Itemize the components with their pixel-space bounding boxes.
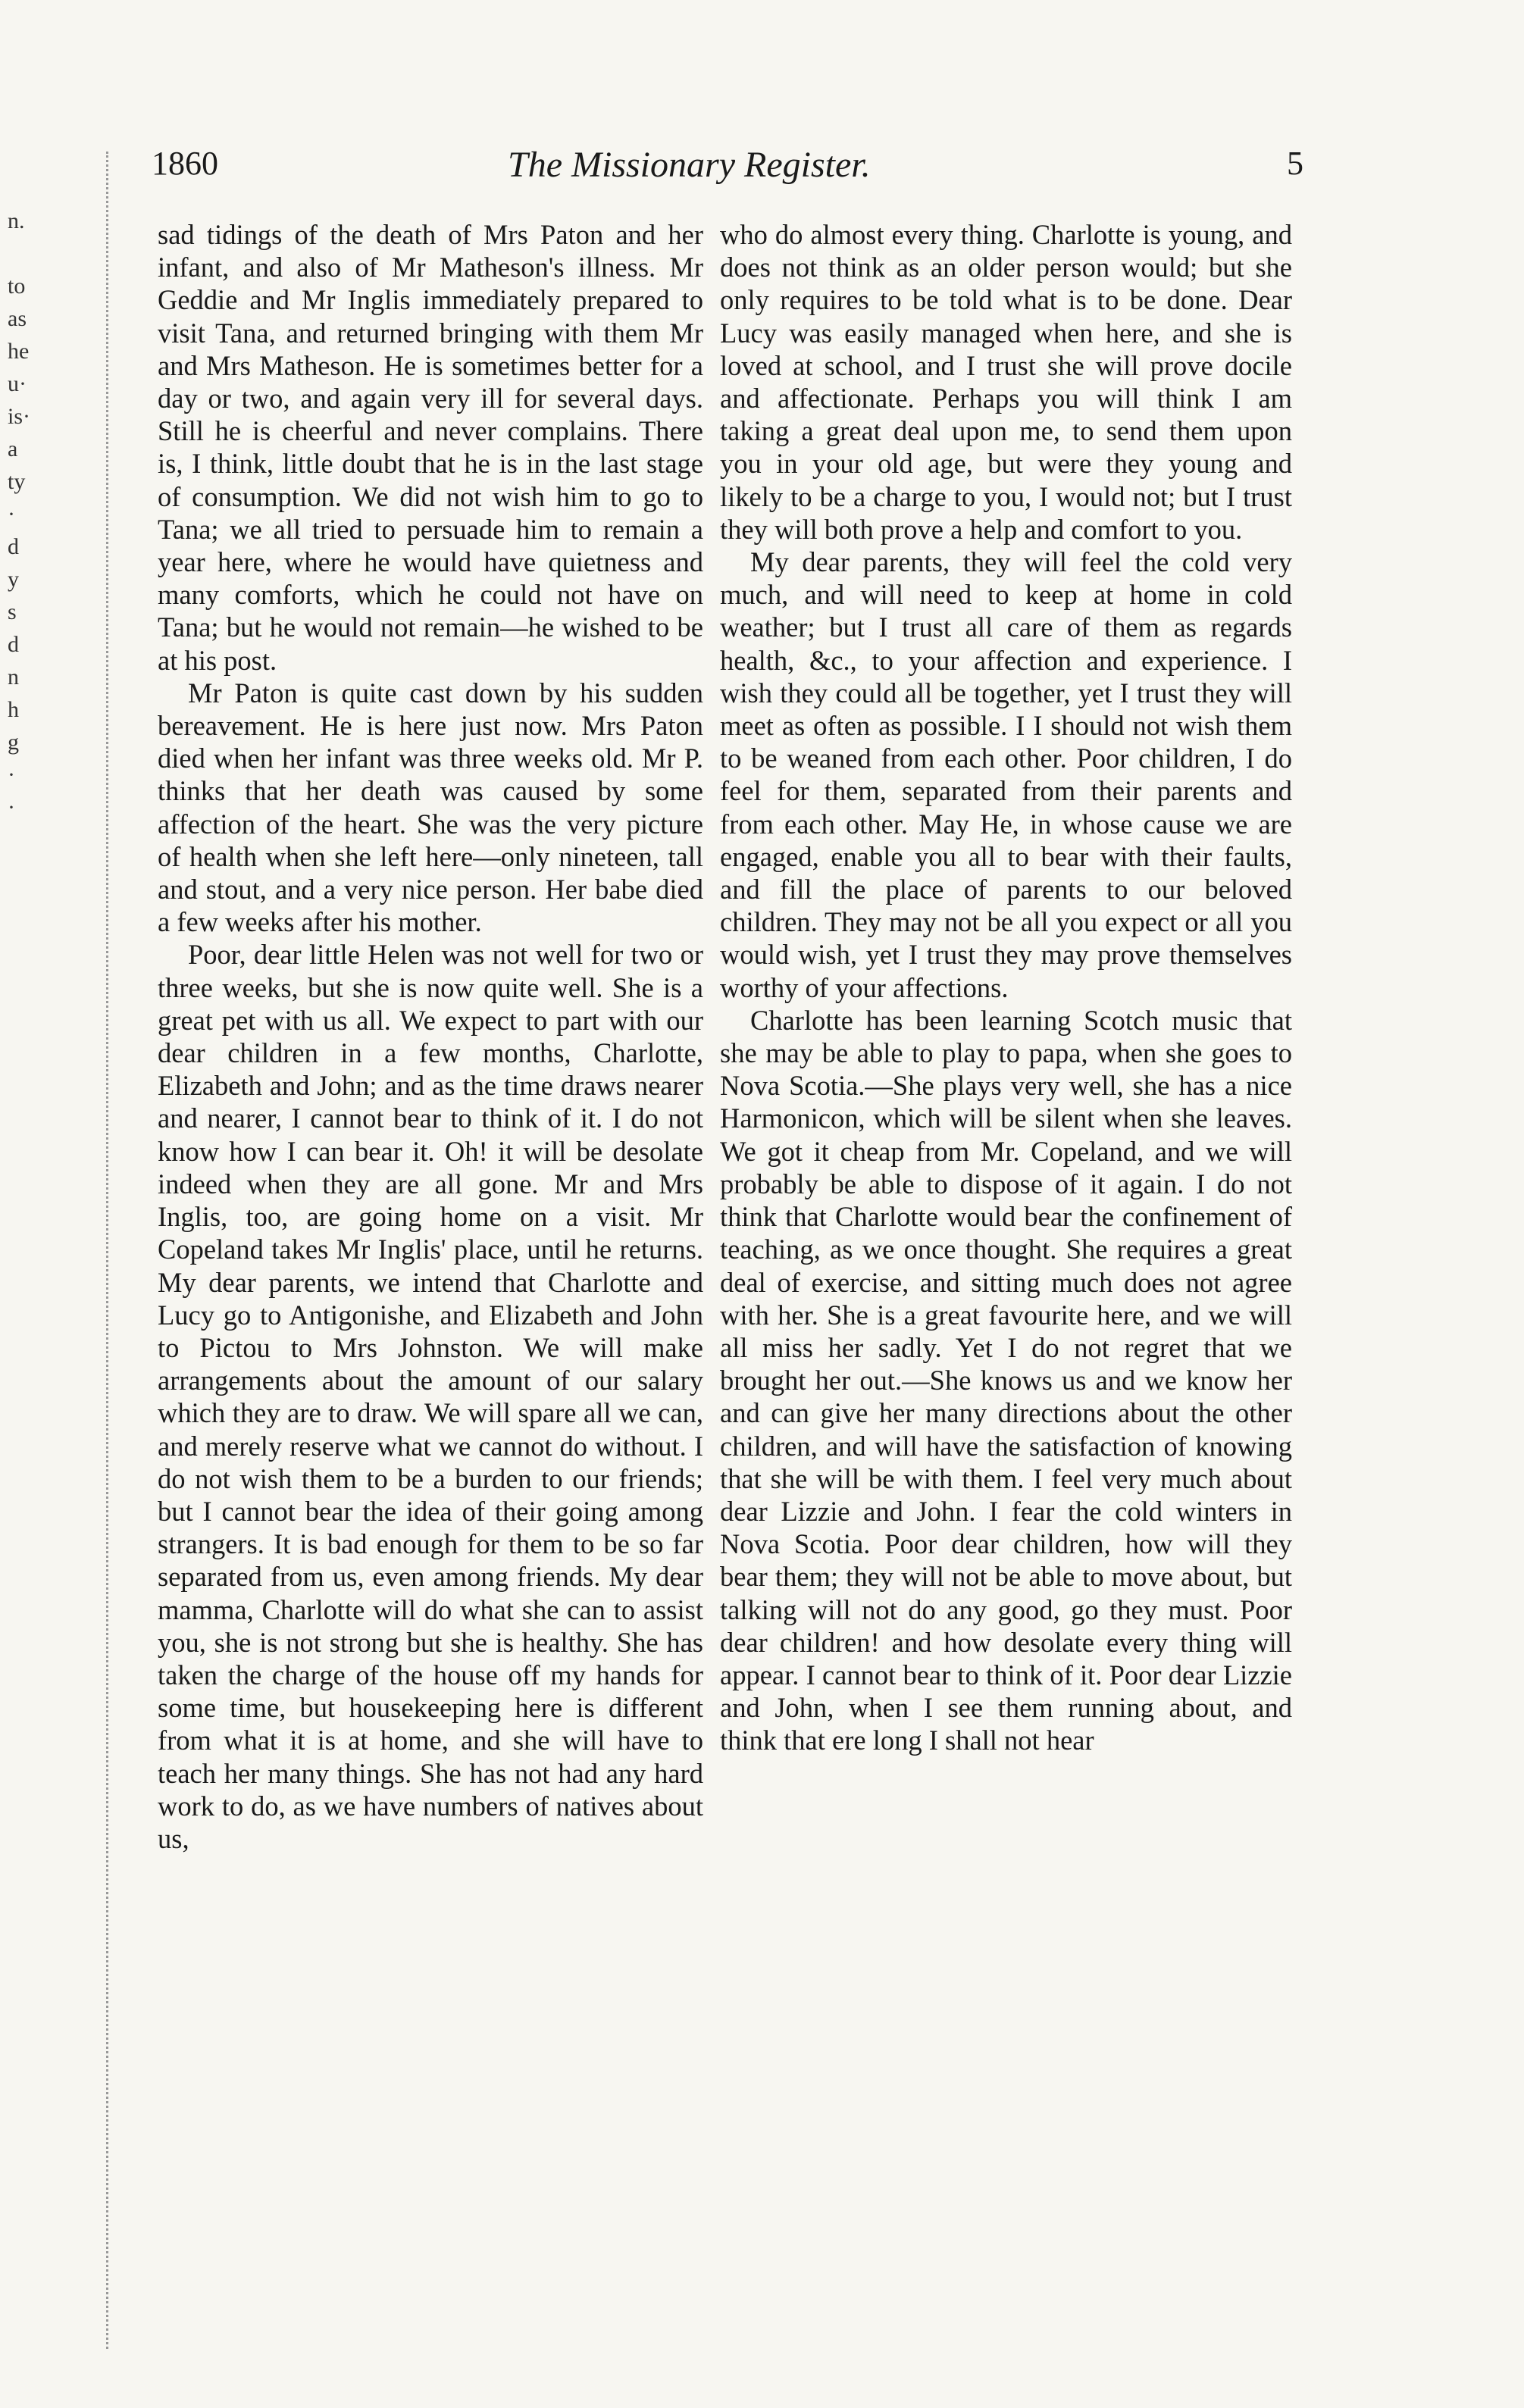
margin-fragment: ty bbox=[8, 469, 26, 494]
margin-fragment: to bbox=[8, 274, 26, 299]
margin-fragment: is· bbox=[8, 404, 30, 429]
left-margin-fragments bbox=[8, 205, 91, 824]
paragraph: sad tidings of the death of Mrs Paton and her infant, and also of Mr Matheson's illness. Mr Geddie and Mr Inglis immediately prepared to visit Tana, and returned bringing with them Mr and Mrs Matheson. He is sometimes better for a day or two, and again very ill for several days. Still he is cheerful and never complains. There is, I think, little doubt that he is in the last stage of consumption. We did not wish him to go to Tana; we all tried to persuade him to remain a year here, where he would have quietness and many comforts, which he could not have on Tana; but he would not remain—he wished to be at his post. bbox=[158, 219, 703, 676]
paragraph: Charlotte has been learning Scotch music that she may be able to play to papa, when she goes to Nova Scotia.—She plays very well, she has a nice Harmonicon, which will be silent when she leaves. We got it cheap from Mr. Copeland, and we will probably be able to dispose of it again. I do not think that Charlotte would bear the confinement of teaching, as we once thought. She requires a great deal of exercise, and sitting much does not agree with her. She is a great favourite here, and we will all miss her sadly. Yet I do not regret that we brought her out.—She knows us and we know her and can give her many directions about the other children, and will have the satisfaction of knowing that she will be with them. I feel very much about dear Lizzie and John. I fear the cold winters in Nova Scotia. Poor dear children, how will they bear them; they will not be able to move about, but talking will not do any good, go they must. Poor dear children! and how desolate every thing will appear. I cannot bear to think of it. Poor dear Lizzie and John, when I see them running about, and think that ere long I shall not hear bbox=[720, 1004, 1292, 1756]
margin-fragment: he bbox=[8, 339, 30, 364]
gutter-rule bbox=[106, 152, 111, 2349]
header-year: 1860 bbox=[152, 145, 218, 182]
margin-fragment bbox=[8, 237, 91, 270]
paragraph: Poor, dear little Helen was not well for two or three weeks, but she is now quite well. She is a great pet with us all. We expect to part with our dear children in a few months, Charlotte, Elizabeth and John; and as the time draws nearer and nearer, I cannot bear to think of it. I do not know how I can bear it. Oh! it will be desolate indeed when they are all gone. Mr and Mrs Inglis, too, are going home on a visit. Mr Copeland takes Mr Inglis' place, until he returns. My dear parents, we intend that Charlotte and Lucy go to Antigonishe, and Elizabeth and John to Pictou to Mrs Johnston. We will make arrangements about the amount of our salary which they are to draw. We will spare all we can, and merely reserve what we cannot do without. I do not wish them to be a burden to our friends; but I cannot bear the idea of their going among strangers. It is bad enough for them to be so far separated from us, even among friends. My dear mamma, Charlotte will do what she can to assist you, she is not strong but she is healthy. She has taken the charge of the house off my hands for some time, but housekeeping here is different from what it is at home, and she will have to teach her many things. She has not had any hard work to do, as we have numbers of natives about us, bbox=[158, 939, 703, 1854]
margin-fragment: y bbox=[8, 567, 19, 592]
margin-fragment: n. bbox=[8, 208, 25, 233]
margin-fragment: · bbox=[8, 762, 15, 787]
margin-fragment: as bbox=[8, 306, 27, 331]
paragraph: who do almost every thing. Charlotte is young, and does not think as an older person would; but she only requires to be told what is to be done. Dear Lucy was easily managed when here, and she is loved at school, and I trust she will prove docile and affectionate. Perhaps you will think I am taking a great deal upon me, to send them upon you in your old age, but were they young and likely to be a charge to you, I would not; but I trust they will both prove a help and comfort to you. bbox=[720, 219, 1292, 545]
page-number: 5 bbox=[1287, 145, 1303, 182]
left-column bbox=[158, 218, 703, 1855]
paragraph: My dear parents, they will feel the cold very much, and will need to keep at home in cold weather; but I trust all care of them as regards health, &c., to your affection and experience. I wish they could all be together, yet I trust they will meet as often as possible. I I should not wish them to be weaned from each other. Poor children, I do feel for them, separated from their parents and from each other. May He, in whose cause we are engaged, enable you all to bear with their faults, and fill the place of parents to our beloved children. They may not be all you expect or all you would wish, yet I trust they may prove themselves worthy of your affections. bbox=[720, 546, 1292, 1003]
margin-fragment: · bbox=[8, 795, 15, 820]
margin-fragment: a bbox=[8, 436, 18, 461]
running-header bbox=[152, 144, 1303, 197]
margin-fragment: n bbox=[8, 665, 19, 690]
margin-fragment: · bbox=[8, 502, 15, 527]
margin-fragment: d bbox=[8, 632, 19, 657]
right-column bbox=[720, 218, 1292, 1757]
paragraph: Mr Paton is quite cast down by his sudden bereavement. He is here just now. Mrs Paton died when her infant was three weeks old. Mr P. thinks that her death was caused by some affection of the heart. She was the very picture of health when she left here—only nineteen, tall and stout, and a very nice person. Her babe died a few weeks after his mother. bbox=[158, 677, 703, 938]
margin-fragment: d bbox=[8, 534, 19, 559]
margin-fragment: g bbox=[8, 730, 19, 755]
header-title: The Missionary Register. bbox=[508, 145, 871, 185]
margin-fragment: h bbox=[8, 697, 19, 722]
margin-fragment: s bbox=[8, 599, 17, 624]
margin-fragment: u· bbox=[8, 371, 27, 396]
